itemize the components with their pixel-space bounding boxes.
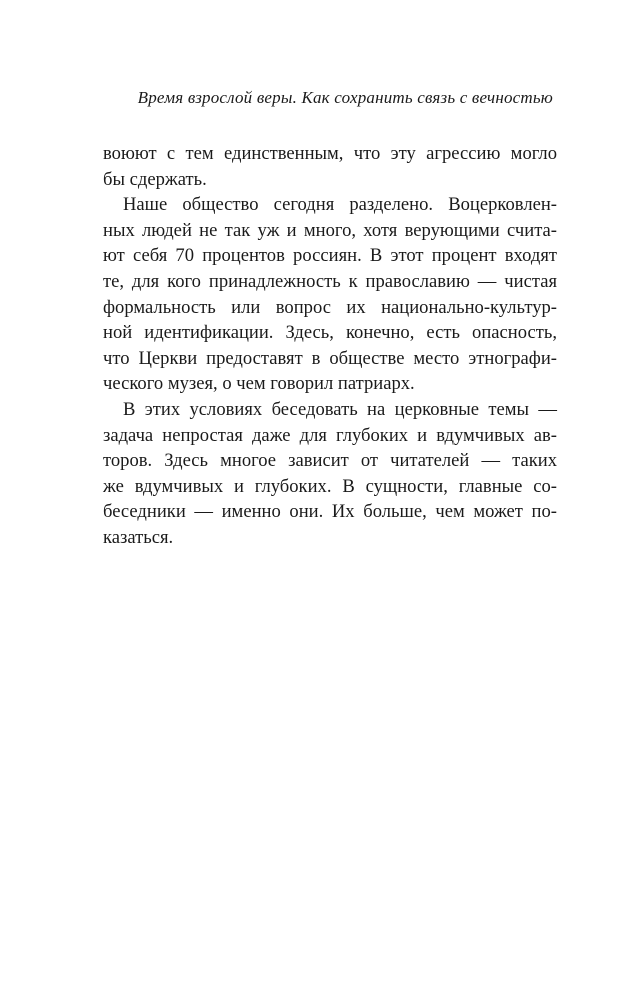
text-line: В этих условиях беседовать на церковные темы — xyxy=(123,398,557,420)
body-text xyxy=(103,141,557,551)
paragraph-1 xyxy=(103,141,557,192)
text-line: торов. Здесь многое зависит от читателей — таких xyxy=(103,450,557,472)
text-line: беседники — именно они. Их больше, чем может по- xyxy=(103,501,557,523)
text-line: ют себя 70 процентов россиян. В этот процент входят xyxy=(103,245,557,267)
paragraph-2 xyxy=(103,192,557,397)
text-line: Наше общество сегодня разделено. Воцерковлен- xyxy=(123,194,557,216)
text-line: бы сдержать. xyxy=(103,168,207,190)
text-line: воюют с тем единственным, что эту агрессию могло xyxy=(103,143,557,164)
text-line: задача непростая даже для глубоких и вдумчивых ав- xyxy=(103,424,557,446)
text-line: же вдумчивых и глубоких. В сущности, главные со- xyxy=(103,475,557,497)
paragraph-3 xyxy=(103,397,557,551)
text-line: те, для кого принадлежность к православию — чистая xyxy=(103,270,557,292)
text-line: что Церкви предоставят в обществе место этнографи- xyxy=(103,347,557,369)
text-line: казаться. xyxy=(103,526,174,548)
text-line: ческого музея, о чем говорил патриарх. xyxy=(103,373,415,395)
running-head: Время взрослой веры. Как сохранить связь с вечностью xyxy=(137,88,553,107)
text-line: ных людей не так уж и много, хотя верующими счита- xyxy=(103,219,557,241)
text-line: формальность или вопрос их национально-культур- xyxy=(103,296,557,318)
text-line: ной идентификации. Здесь, конечно, есть опасность, xyxy=(103,322,557,344)
